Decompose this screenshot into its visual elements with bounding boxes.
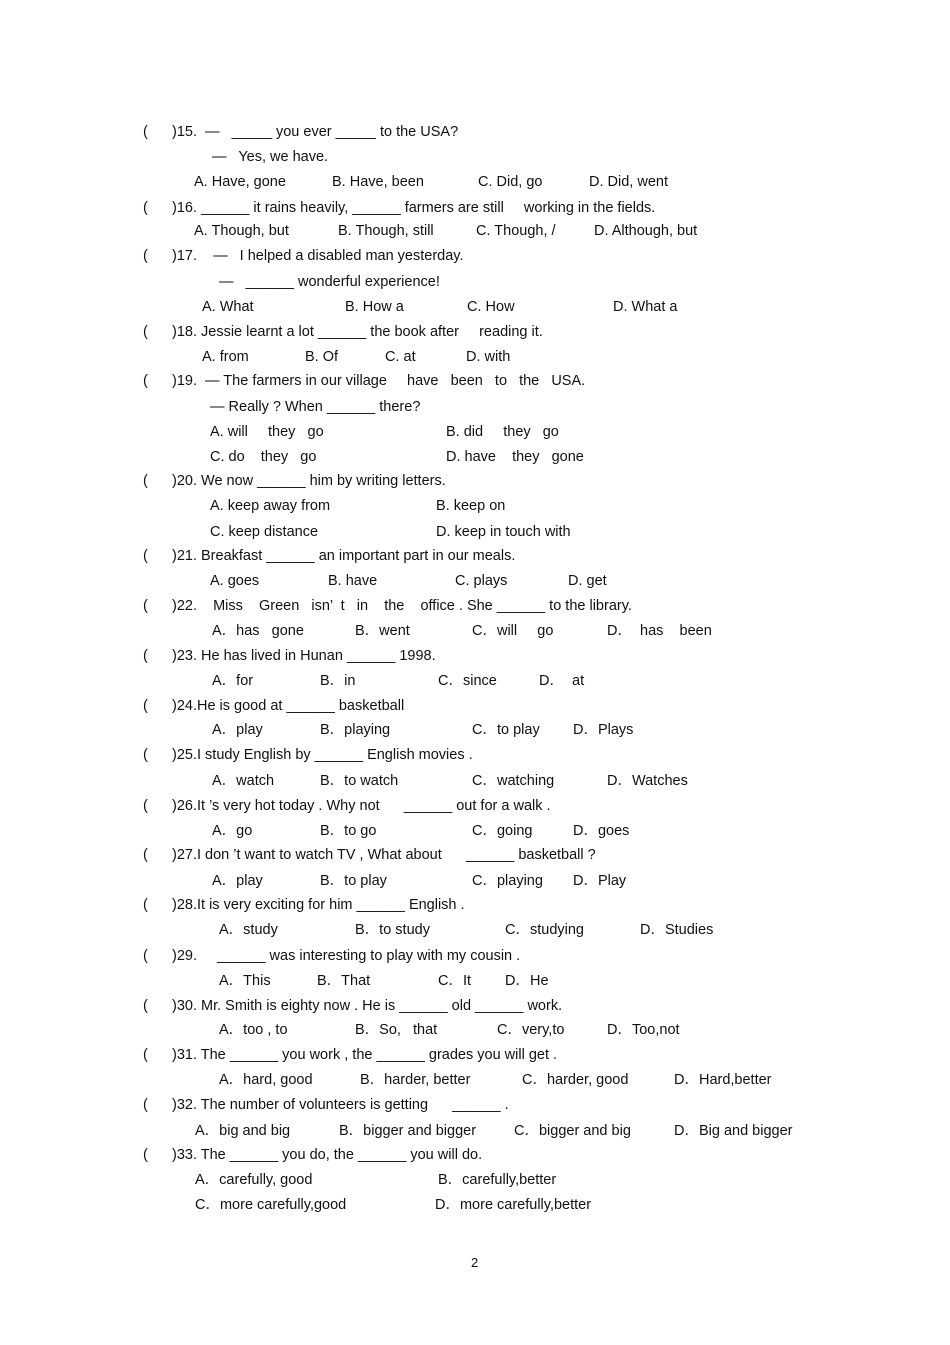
question-19-option-d: D. have they gone: [446, 449, 584, 465]
question-28-option-b: B．to study: [355, 922, 430, 938]
question-15-option-c: C. Did, go: [478, 174, 543, 190]
question-31-option-b: B．harder, better: [360, 1072, 471, 1088]
question-paren[interactable]: (: [143, 598, 148, 614]
question-21-option-a: A. goes: [210, 573, 260, 589]
question-17-option-d: D. What a: [613, 299, 678, 315]
question-19-option-a: A. will they go: [210, 424, 324, 440]
question-20-option-a: A. keep away from: [210, 498, 331, 514]
question-24-option-d: D．Plays: [573, 722, 634, 738]
question-22-option-b: B．went: [355, 623, 410, 639]
question-19-option-c: C. do they go: [210, 449, 317, 465]
question-31-option-d: D．Hard,better: [674, 1072, 772, 1088]
question-paren[interactable]: (: [143, 648, 148, 664]
question-paren[interactable]: (: [143, 373, 148, 389]
question-23-option-c: C．since: [438, 673, 497, 689]
question-25-option-d: D．Watches: [607, 773, 688, 789]
question-22-option-d: D． has been: [607, 623, 712, 639]
question-23-stem: )23. He has lived in Hunan ______ 1998.: [172, 648, 436, 664]
question-paren[interactable]: (: [143, 747, 148, 763]
question-33-option-a: A．carefully, good: [195, 1172, 313, 1188]
question-26-option-d: D．goes: [573, 823, 630, 839]
question-25-stem: )25.I study English by ______ English movies .: [172, 747, 473, 763]
question-25-option-a: A．watch: [212, 773, 275, 789]
question-25-option-b: B．to watch: [320, 773, 399, 789]
question-20-stem: )20. We now ______ him by writing letters.: [172, 473, 446, 489]
question-paren[interactable]: (: [143, 998, 148, 1014]
question-33-stem: )33. The ______ you do, the ______ you will do.: [172, 1147, 483, 1163]
question-31-option-c: C．harder, good: [522, 1072, 629, 1088]
question-21-stem: )21. Breakfast ______ an important part in our meals.: [172, 548, 516, 564]
question-26-stem: )26.It ’s very hot today . Why not ______ out for a walk .: [172, 798, 551, 814]
question-18-option-a: A. from: [202, 349, 249, 365]
question-24-option-c: C．to play: [472, 722, 540, 738]
question-18-option-b: B. Of: [305, 349, 339, 365]
question-paren[interactable]: (: [143, 798, 148, 814]
question-paren[interactable]: (: [143, 1047, 148, 1063]
question-15-stem: )15. — _____ you ever _____ to the USA?: [172, 124, 459, 140]
question-paren[interactable]: (: [143, 847, 148, 863]
question-31-option-a: A．hard, good: [219, 1072, 313, 1088]
question-32-option-a: A．big and big: [195, 1123, 291, 1139]
question-15-option-b: B. Have, been: [332, 174, 424, 190]
question-29-option-c: C．It: [438, 973, 472, 989]
question-29-stem: )29. ______ was interesting to play with my cousin .: [172, 948, 521, 964]
question-17-dialogue-line: — ______ wonderful experience!: [219, 274, 440, 290]
question-24-option-a: A．play: [212, 722, 263, 738]
question-19-dialogue-line: — Really ? When ______ there?: [210, 399, 421, 415]
question-26-option-c: C．going: [472, 823, 533, 839]
question-30-stem: )30. Mr. Smith is eighty now . He is ______ old ______ work.: [172, 998, 563, 1014]
question-paren[interactable]: (: [143, 948, 148, 964]
question-26-option-a: A．go: [212, 823, 253, 839]
question-paren[interactable]: (: [143, 698, 148, 714]
question-30-option-c: C．very,to: [497, 1022, 565, 1038]
question-16-stem: )16. ______ it rains heavily, ______ farmers are still working in the fields.: [172, 200, 656, 216]
question-16-option-d: D. Although, but: [594, 223, 698, 239]
question-28-option-a: A．study: [219, 922, 278, 938]
question-26-option-b: B．to go: [320, 823, 377, 839]
question-29-option-d: D．He: [505, 973, 549, 989]
question-22-stem: )22. Miss Green isn’ t in the office . She ______ to the library.: [172, 598, 632, 614]
question-25-option-c: C．watching: [472, 773, 555, 789]
question-33-option-c: C．more carefully,good: [195, 1197, 347, 1213]
question-21-option-c: C. plays: [455, 573, 508, 589]
page-number: 2: [471, 1255, 479, 1270]
question-paren[interactable]: (: [143, 248, 148, 264]
question-32-stem: )32. The number of volunteers is getting ______ .: [172, 1097, 509, 1113]
question-27-stem: )27.I don ’t want to watch TV , What about ______ basketball ?: [172, 847, 596, 863]
question-23-option-d: D． at: [539, 673, 585, 689]
question-32-option-b: B．bigger and bigger: [339, 1123, 477, 1139]
question-paren[interactable]: (: [143, 124, 148, 140]
question-18-option-c: C. at: [385, 349, 416, 365]
question-24-option-b: B．playing: [320, 722, 391, 738]
question-paren[interactable]: (: [143, 324, 148, 340]
question-17-option-b: B. How a: [345, 299, 404, 315]
question-30-option-b: B．So, that: [355, 1022, 438, 1038]
question-16-option-a: A. Though, but: [194, 223, 289, 239]
question-32-option-c: C．bigger and big: [514, 1123, 631, 1139]
question-24-stem: )24.He is good at ______ basketball: [172, 698, 405, 714]
question-28-stem: )28.It is very exciting for him ______ English .: [172, 897, 465, 913]
question-16-option-c: C. Though, /: [476, 223, 556, 239]
question-29-option-b: B．That: [317, 973, 371, 989]
question-31-stem: )31. The ______ you work , the ______ grades you will get .: [172, 1047, 558, 1063]
question-paren[interactable]: (: [143, 548, 148, 564]
question-27-option-a: A．play: [212, 873, 263, 889]
question-17-stem: )17. — I helped a disabled man yesterday.: [172, 248, 464, 264]
question-22-option-c: C．will go: [472, 623, 554, 639]
question-20-option-c: C. keep distance: [210, 524, 319, 540]
question-22-option-a: A．has gone: [212, 623, 304, 639]
question-27-option-c: C．playing: [472, 873, 543, 889]
question-30-option-d: D．Too,not: [607, 1022, 680, 1038]
question-21-option-d: D. get: [568, 573, 607, 589]
question-32-option-d: D．Big and bigger: [674, 1123, 793, 1139]
question-18-option-d: D. with: [466, 349, 511, 365]
question-33-option-d: D．more carefully,better: [435, 1197, 592, 1213]
question-33-option-b: B．carefully,better: [438, 1172, 557, 1188]
question-27-option-d: D．Play: [573, 873, 627, 889]
question-20-option-b: B. keep on: [436, 498, 506, 514]
question-15-option-d: D. Did, went: [589, 174, 668, 190]
question-17-option-a: A. What: [202, 299, 254, 315]
question-15-option-a: A. Have, gone: [194, 174, 286, 190]
question-19-stem: )19. — The farmers in our village have been to the USA.: [172, 373, 586, 389]
question-16-option-b: B. Though, still: [338, 223, 434, 239]
question-paren[interactable]: (: [143, 200, 148, 216]
question-23-option-a: A．for: [212, 673, 254, 689]
question-19-option-b: B. did they go: [446, 424, 559, 440]
question-23-option-b: B．in: [320, 673, 356, 689]
question-20-option-d: D. keep in touch with: [436, 524, 571, 540]
question-27-option-b: B．to play: [320, 873, 387, 889]
question-paren[interactable]: (: [143, 897, 148, 913]
question-18-stem: )18. Jessie learnt a lot ______ the book after reading it.: [172, 324, 543, 340]
question-paren[interactable]: (: [143, 1147, 148, 1163]
question-29-option-a: A．This: [219, 973, 271, 989]
question-28-option-d: D．Studies: [640, 922, 714, 938]
question-17-option-c: C. How: [467, 299, 515, 315]
question-30-option-a: A．too , to: [219, 1022, 288, 1038]
question-21-option-b: B. have: [328, 573, 378, 589]
question-paren[interactable]: (: [143, 1097, 148, 1113]
question-paren[interactable]: (: [143, 473, 148, 489]
question-15-dialogue-line: — Yes, we have.: [212, 149, 329, 165]
question-28-option-c: C．studying: [505, 922, 584, 938]
